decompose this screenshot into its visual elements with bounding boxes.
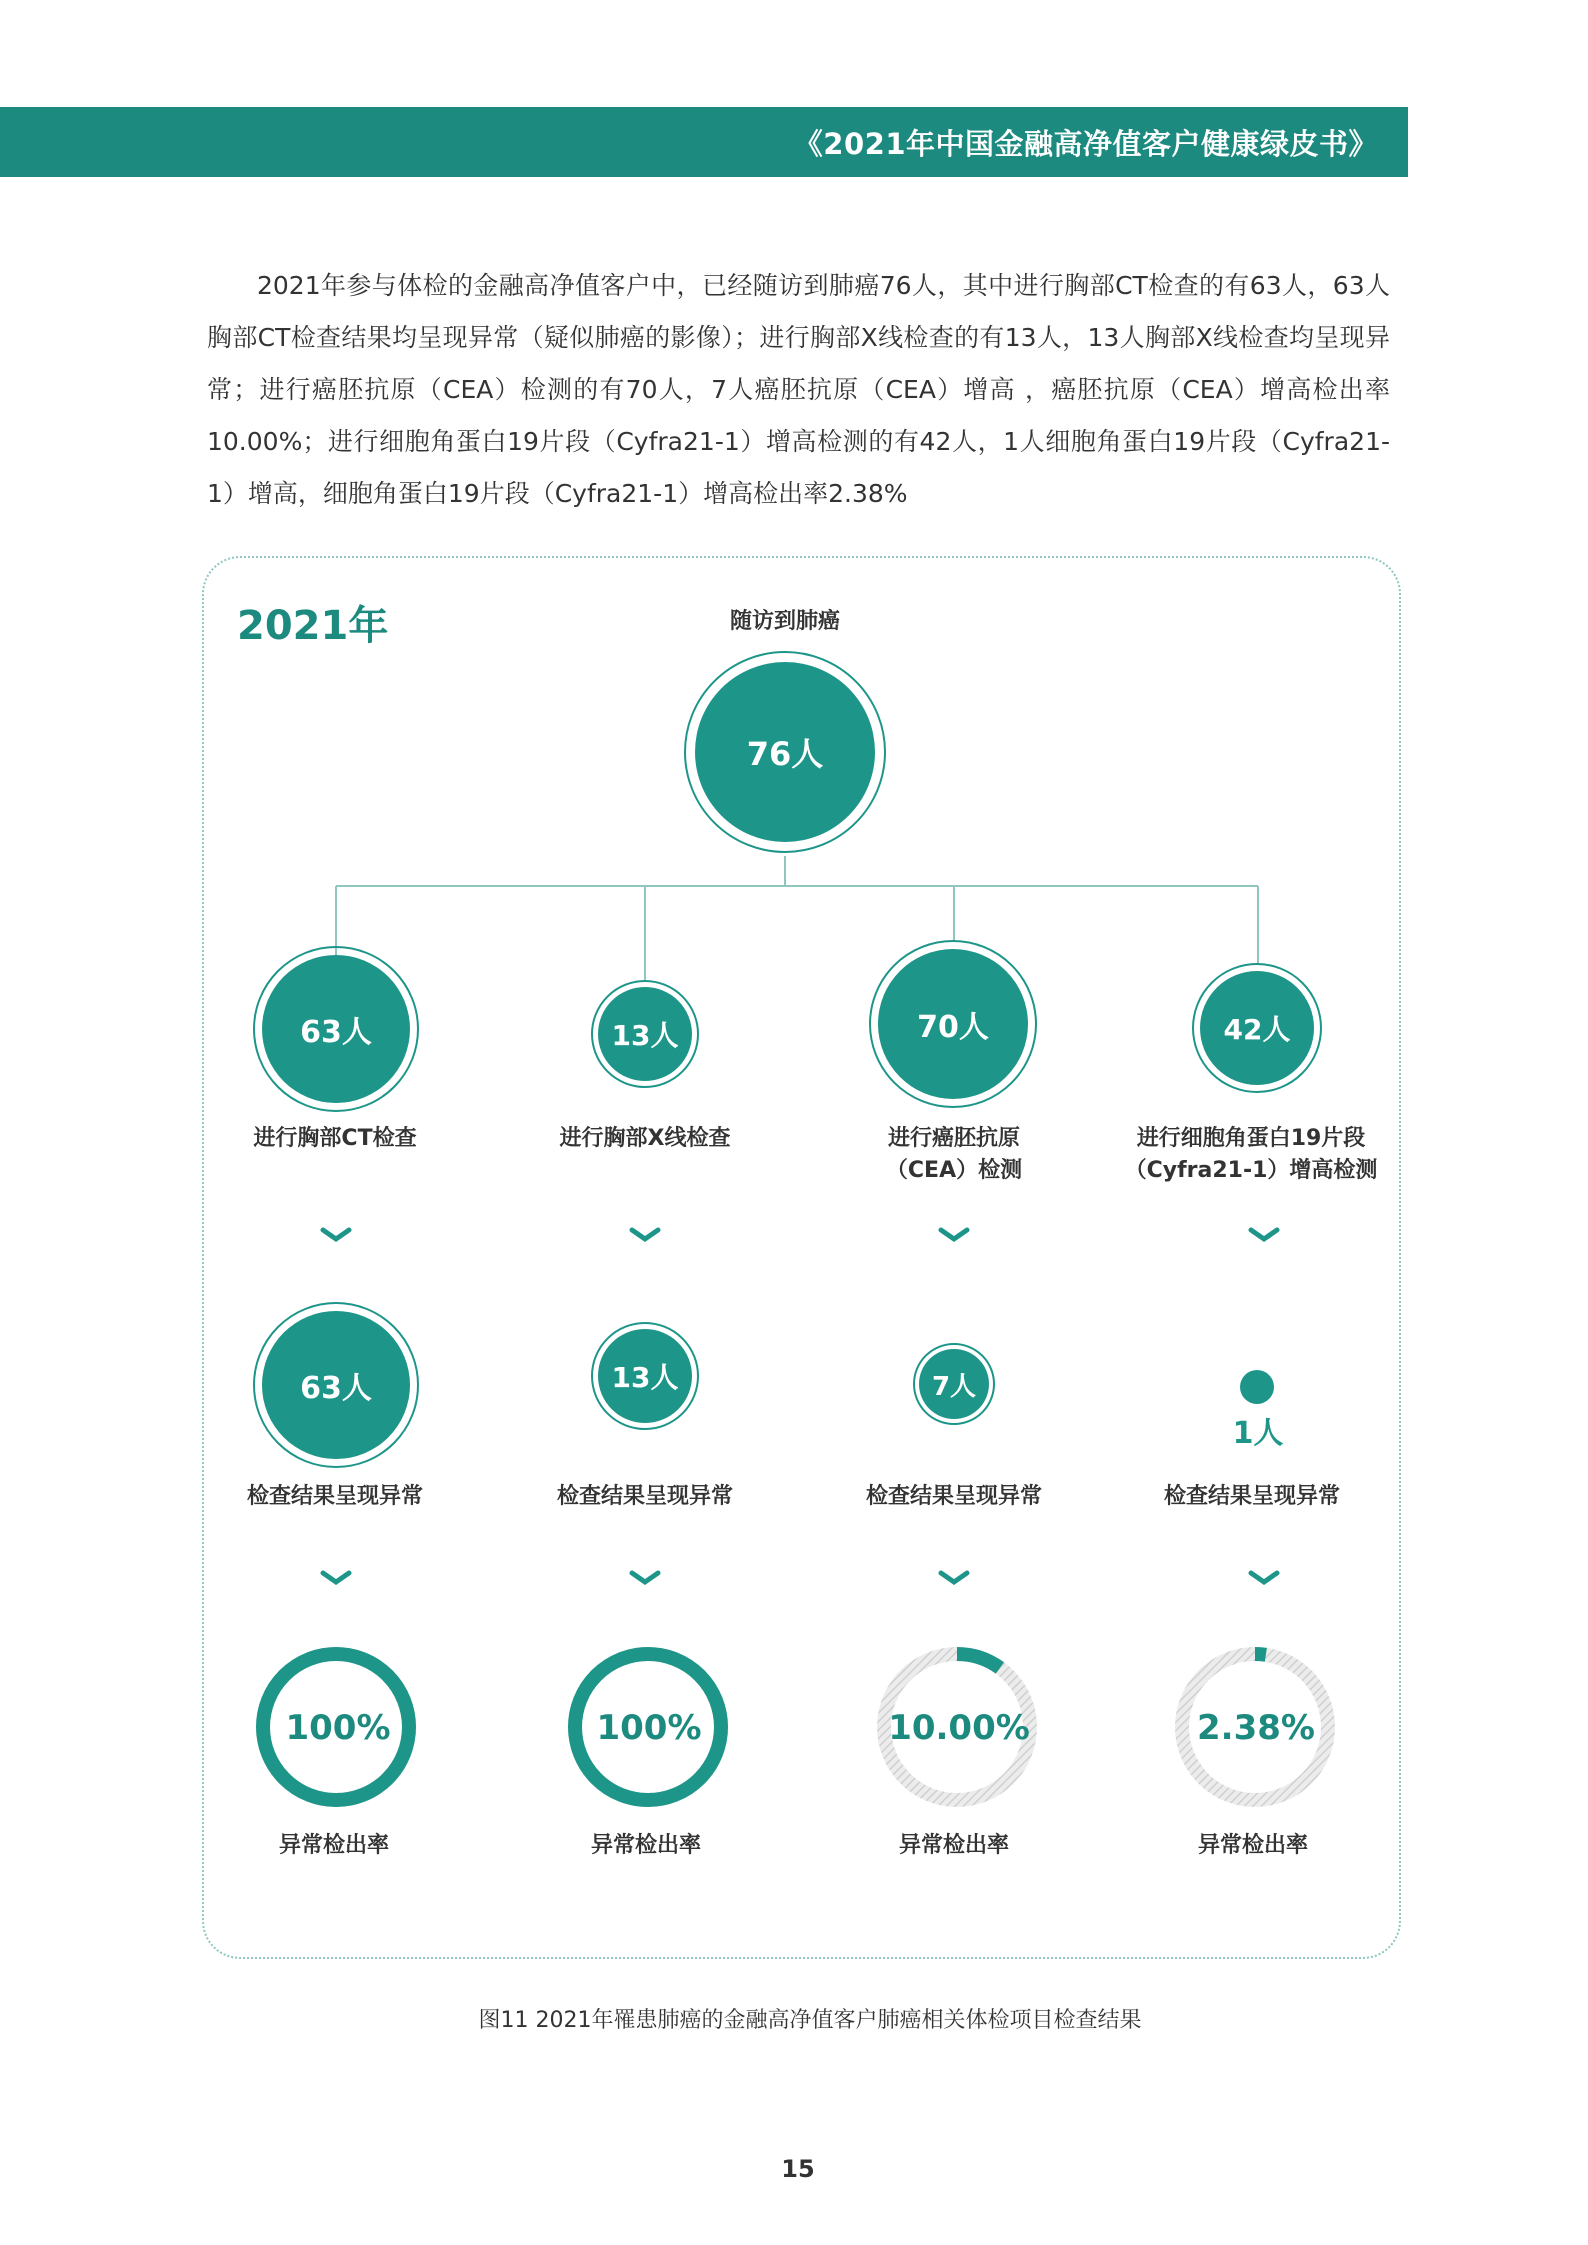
- abnormal-label-ct: 检查结果呈现异常: [246, 1484, 424, 1509]
- rate-label-ct: 异常检出率: [278, 1833, 390, 1858]
- test-label-cyfra-line2: （Cyfra21-1）增高检测: [1124, 1158, 1378, 1183]
- tested-count-ct: 63人: [300, 1015, 372, 1050]
- chevron-down-icon: [1248, 1569, 1280, 1587]
- test-label-ct: [253, 1123, 416, 1155]
- tested-count-xray: 13人: [611, 1019, 679, 1052]
- abnormal-label-cyfra: 检查结果呈现异常: [1163, 1484, 1341, 1509]
- test-label-cyfra: [1125, 1123, 1378, 1187]
- test-label-xray: [560, 1123, 731, 1155]
- abnormal-label-xray: 检查结果呈现异常: [556, 1484, 734, 1509]
- test-label-cea: [886, 1123, 1022, 1187]
- tested-count-cyfra: 42人: [1223, 1013, 1291, 1046]
- chevron-down-icon: [629, 1569, 661, 1587]
- tested-circle-cyfra: [1200, 971, 1314, 1085]
- test-label-ct-line1: 进行胸部CT检查: [253, 1126, 417, 1151]
- chevron-down-icon: [1248, 1226, 1280, 1244]
- rate-value-xray: 100%: [596, 1708, 702, 1748]
- tested-circle-cea: [878, 949, 1028, 1099]
- figure-caption: 图11 2021年罹患肺癌的金融高净值客户肺癌相关体检项目检查结果: [478, 2008, 1142, 2033]
- chevron-down-icon: [938, 1569, 970, 1587]
- abnormal-count-cyfra: 1人: [1232, 1416, 1284, 1451]
- tested-count-cea: 70人: [917, 1010, 989, 1045]
- intro-paragraph: 2021年参与体检的金融高净值客户中，已经随访到肺癌76人，其中进行胸部CT检查的有63人，63人胸部CT检查结果均呈现异常（疑似肺癌的影像）；进行胸部X线检查的有13人，13人胸部X线检查均呈现异常；进行癌胚抗原（CEA）检测的有70人，7人癌胚抗原（CEA）增高 ，癌胚抗原（CEA）增高检出率10.00%；进行细胞角蛋白19片段（Cyfra21-1）增高检测的有42人，1人细胞角蛋白19片段（Cyfra21-1）增高，细胞角蛋白19片段（Cyfra21-1）增高检出率2.38%: [207, 271, 1390, 508]
- chevron-down-icon: [629, 1226, 661, 1244]
- abnormal-circle-cyfra: [1240, 1370, 1274, 1404]
- chevron-down-icon: [320, 1569, 352, 1587]
- abnormal-circle-xray: [598, 1329, 692, 1423]
- abnormal-label-cea: 检查结果呈现异常: [865, 1484, 1043, 1509]
- tested-circle-xray: [598, 987, 692, 1081]
- test-label-cyfra-line1: 进行细胞角蛋白19片段: [1136, 1126, 1366, 1151]
- root-circle: [695, 662, 875, 842]
- abnormal-count-ct: 63人: [300, 1371, 372, 1406]
- test-label-xray-line1: 进行胸部X线检查: [559, 1126, 731, 1151]
- rate-value-ct: 100%: [285, 1708, 391, 1748]
- abnormal-circle-cea: [919, 1349, 989, 1419]
- abnormal-circle-ct: [262, 1311, 410, 1459]
- chevron-down-icon: [320, 1226, 352, 1244]
- rate-label-xray: 异常检出率: [590, 1833, 702, 1858]
- tested-circle-ct: [262, 955, 410, 1103]
- year-heading: 2021年: [237, 603, 389, 649]
- root-label: 随访到肺癌: [729, 609, 841, 634]
- abnormal-count-cea: 7人: [931, 1371, 977, 1402]
- test-label-cea-line1: 进行癌胚抗原: [887, 1126, 1021, 1151]
- rate-value-cyfra: 2.38%: [1197, 1708, 1315, 1748]
- test-label-cea-line2: （CEA）检测: [885, 1158, 1023, 1183]
- rate-value-cea: 10.00%: [888, 1708, 1030, 1748]
- abnormal-count-xray: 13人: [611, 1361, 679, 1394]
- rate-label-cea: 异常检出率: [898, 1833, 1010, 1858]
- rate-label-cyfra: 异常检出率: [1197, 1833, 1309, 1858]
- root-count: 76人: [746, 735, 824, 773]
- document-title: 《2021年中国金融高净值客户健康绿皮书》: [793, 127, 1378, 161]
- chevron-down-icon: [938, 1226, 970, 1244]
- page-number: 15: [781, 2155, 815, 2183]
